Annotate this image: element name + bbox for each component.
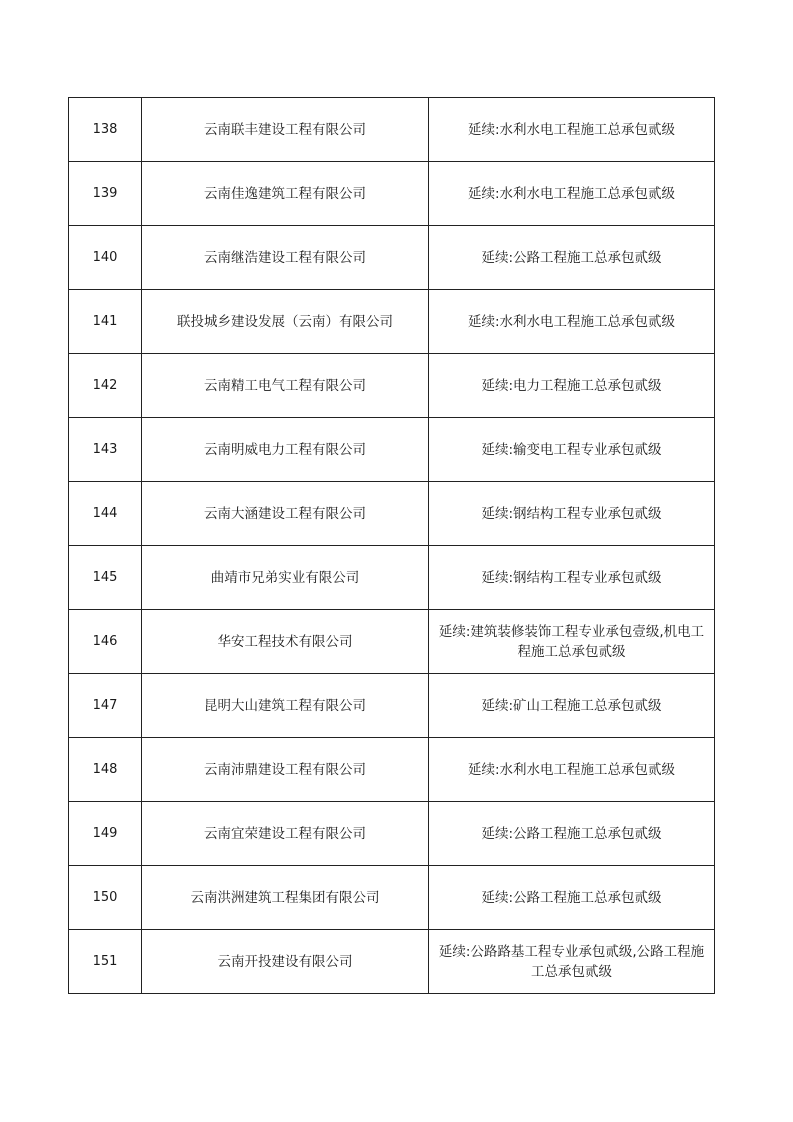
- qualification-item: 延续:电力工程施工总承包贰级: [429, 354, 715, 418]
- row-number: 147: [69, 674, 142, 738]
- company-name: 云南精工电气工程有限公司: [142, 354, 429, 418]
- qualification-item: 延续:水利水电工程施工总承包贰级: [429, 162, 715, 226]
- row-number: 145: [69, 546, 142, 610]
- company-name: 云南继浩建设工程有限公司: [142, 226, 429, 290]
- company-name: 云南宜荣建设工程有限公司: [142, 802, 429, 866]
- row-number: 149: [69, 802, 142, 866]
- table-row: [69, 802, 715, 866]
- table-row: [69, 418, 715, 482]
- table-row: [69, 482, 715, 546]
- table-row: [69, 354, 715, 418]
- company-name: 曲靖市兄弟实业有限公司: [142, 546, 429, 610]
- qualification-item: 延续:输变电工程专业承包贰级: [429, 418, 715, 482]
- table-row: [69, 930, 715, 994]
- row-number: 140: [69, 226, 142, 290]
- company-name: 云南联丰建设工程有限公司: [142, 98, 429, 162]
- row-number: 139: [69, 162, 142, 226]
- table-row: [69, 674, 715, 738]
- company-name: 云南洪洲建筑工程集团有限公司: [142, 866, 429, 930]
- company-name: 华安工程技术有限公司: [142, 610, 429, 674]
- row-number: 142: [69, 354, 142, 418]
- qualification-item: 延续:钢结构工程专业承包贰级: [429, 546, 715, 610]
- company-name: 昆明大山建筑工程有限公司: [142, 674, 429, 738]
- qualification-item: 延续:钢结构工程专业承包贰级: [429, 482, 715, 546]
- table-row: [69, 866, 715, 930]
- table-row: [69, 162, 715, 226]
- company-name: 联投城乡建设发展（云南）有限公司: [142, 290, 429, 354]
- qualification-item: 延续:建筑装修装饰工程专业承包壹级,机电工程施工总承包贰级: [429, 610, 715, 674]
- approval-table-container: [68, 97, 714, 994]
- row-number: 144: [69, 482, 142, 546]
- qualification-item: 延续:水利水电工程施工总承包贰级: [429, 290, 715, 354]
- row-number: 146: [69, 610, 142, 674]
- qualification-item: 延续:公路路基工程专业承包贰级,公路工程施工总承包贰级: [429, 930, 715, 994]
- qualification-item: 延续:水利水电工程施工总承包贰级: [429, 738, 715, 802]
- company-name: 云南沛鼎建设工程有限公司: [142, 738, 429, 802]
- qualification-item: 延续:水利水电工程施工总承包贰级: [429, 98, 715, 162]
- row-number: 150: [69, 866, 142, 930]
- row-number: 148: [69, 738, 142, 802]
- qualification-item: 延续:公路工程施工总承包贰级: [429, 866, 715, 930]
- row-number: 138: [69, 98, 142, 162]
- row-number: 151: [69, 930, 142, 994]
- table-row: [69, 610, 715, 674]
- row-number: 141: [69, 290, 142, 354]
- table-row: [69, 98, 715, 162]
- qualification-item: 延续:矿山工程施工总承包贰级: [429, 674, 715, 738]
- table-row: [69, 290, 715, 354]
- row-number: 143: [69, 418, 142, 482]
- company-name: 云南开投建设有限公司: [142, 930, 429, 994]
- company-name: 云南佳逸建筑工程有限公司: [142, 162, 429, 226]
- table-row: [69, 226, 715, 290]
- company-name: 云南明威电力工程有限公司: [142, 418, 429, 482]
- table-row: [69, 546, 715, 610]
- qualification-item: 延续:公路工程施工总承包贰级: [429, 226, 715, 290]
- approval-table: [68, 97, 715, 994]
- table-row: [69, 738, 715, 802]
- qualification-item: 延续:公路工程施工总承包贰级: [429, 802, 715, 866]
- company-name: 云南大涵建设工程有限公司: [142, 482, 429, 546]
